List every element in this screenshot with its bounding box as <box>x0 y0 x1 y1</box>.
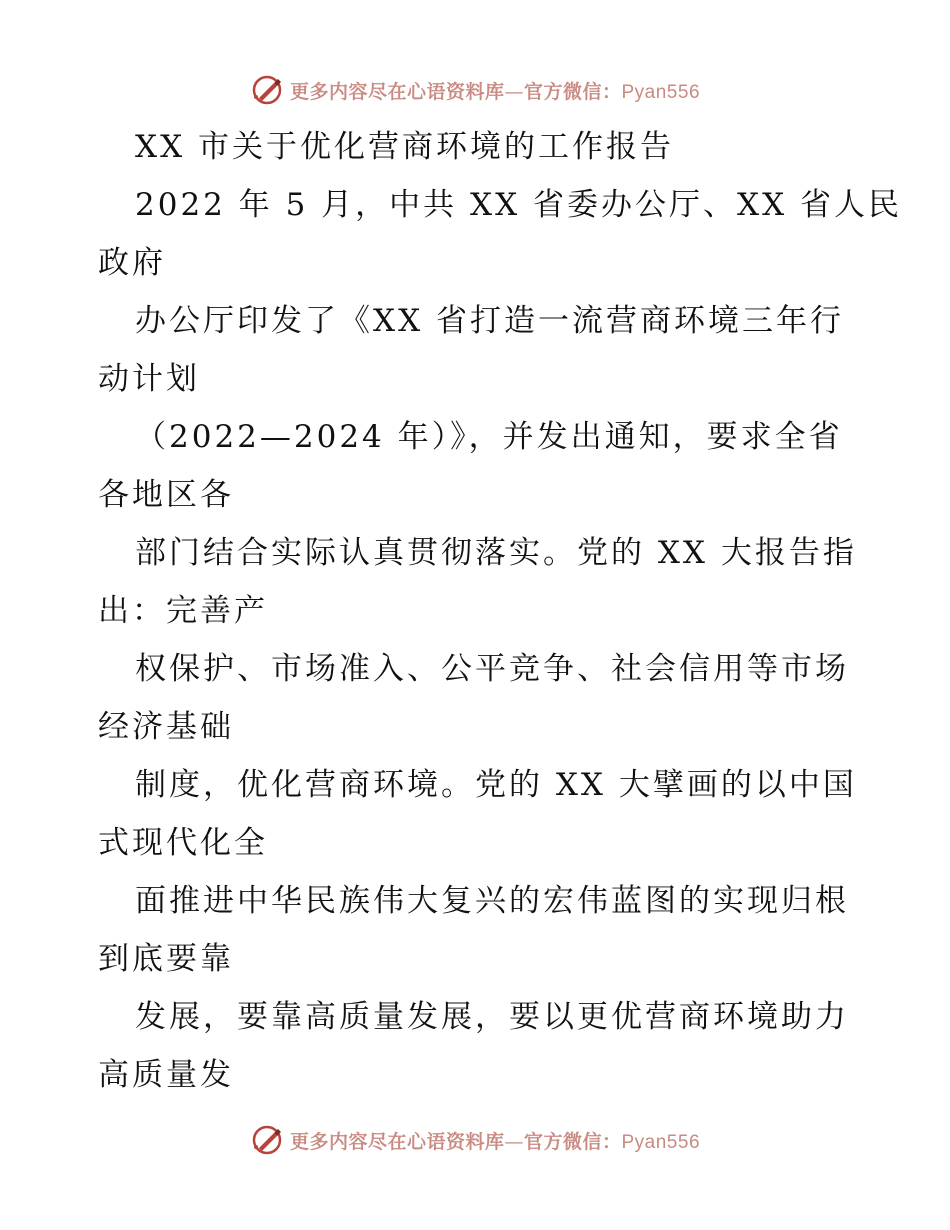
text-line: （2022—2024 年）》，并发出通知，要求全省 <box>135 419 843 455</box>
text-line: 出：完善产 <box>98 593 268 629</box>
text-line: 2022 年 5 月，中共 XX 省委办公厅、XX 省人民 <box>135 187 903 223</box>
text-line: 经济基础 <box>98 709 234 745</box>
text-line: 高质量发 <box>98 1057 234 1093</box>
text-line: 动计划 <box>98 361 200 397</box>
text-line: 发展，要靠高质量发展，要以更优营商环境助力 <box>135 999 849 1035</box>
header-watermark <box>0 70 950 110</box>
watermark-main-text: 更多内容尽在心语资料库 <box>289 80 505 103</box>
text-line: 式现代化全 <box>98 825 268 861</box>
footer-watermark <box>0 1120 950 1160</box>
watermark-contact-text: 官方微信： <box>523 80 622 103</box>
document-title: XX 市关于优化营商环境的工作报告 <box>135 129 674 165</box>
watermark-separator: — <box>504 80 524 103</box>
text-line: 制度，优化营商环境。党的 XX 大擘画的以中国 <box>135 767 857 803</box>
pen-logo-icon <box>250 1123 284 1157</box>
document-body <box>98 118 903 1104</box>
watermark-contact-id: Pyan556 <box>621 81 701 103</box>
watermark-contact-text: 官方微信： <box>523 1130 622 1153</box>
watermark-text <box>290 77 700 104</box>
text-line: 办公厅印发了《XX 省打造一流营商环境三年行 <box>135 303 844 339</box>
text-line: 部门结合实际认真贯彻落实。党的 XX 大报告指 <box>135 535 857 571</box>
text-line: 面推进中华民族伟大复兴的宏伟蓝图的实现归根 <box>135 883 849 919</box>
watermark-separator: — <box>504 1130 524 1153</box>
text-line: 权保护、市场准入、公平竞争、社会信用等市场 <box>135 651 849 687</box>
watermark-text <box>290 1127 700 1154</box>
watermark-main-text: 更多内容尽在心语资料库 <box>289 1130 505 1153</box>
watermark-contact-id: Pyan556 <box>621 1131 701 1153</box>
pen-logo-icon <box>250 73 284 107</box>
text-line: 政府 <box>98 245 166 281</box>
text-line: 到底要靠 <box>98 941 234 977</box>
text-line: 各地区各 <box>98 477 234 513</box>
